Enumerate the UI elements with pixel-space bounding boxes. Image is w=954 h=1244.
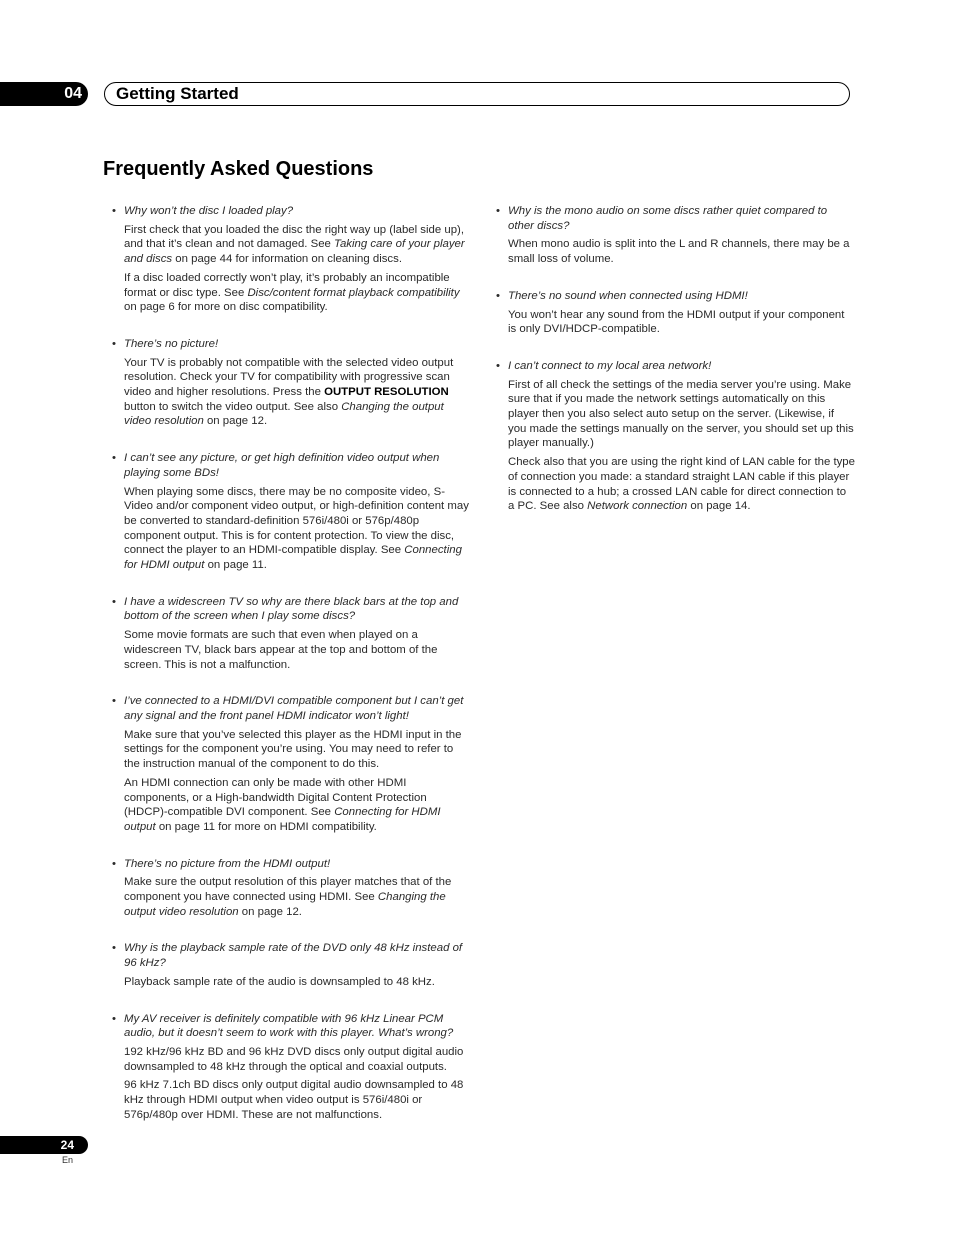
answer-text: Your TV is probably not compatible with the selected video output resolution. Check your TV for compatibility with progressive scan video and higher resolutions. Press the <box>124 356 454 399</box>
faq-question <box>111 694 471 723</box>
chapter-title: Getting Started <box>104 82 850 106</box>
answer-text: on page 11. <box>204 559 267 572</box>
answer-text: Make sure that you’ve selected this player as the HDMI input in the settings for the component you’re using. You may need to refer to the instruction manual of the component to do this. <box>124 728 462 771</box>
faq-answer <box>111 223 471 267</box>
cross-reference: Changing the output video resolution <box>124 400 444 428</box>
faq-item <box>111 451 471 573</box>
answer-text: Check also that you are using the right kind of LAN cable for the type of connection you made: a standard straight LAN cable if this player is connected to a hub; a crossed LAN cable for direct connection to a PC. See also <box>508 456 855 513</box>
faq-answer <box>495 455 855 514</box>
answer-text: button to switch the video output. See also <box>124 400 342 413</box>
faq-item <box>111 857 471 920</box>
faq-question <box>495 289 855 304</box>
faq-question <box>111 1012 471 1041</box>
faq-item <box>495 359 855 514</box>
answer-text: on page 11 for more on HDMI compatibility. <box>155 820 377 833</box>
faq-answer <box>111 975 471 990</box>
faq-answer <box>111 728 471 772</box>
bullet-icon: • <box>112 695 116 708</box>
cross-reference: Network connection <box>587 500 688 513</box>
faq-answer <box>111 485 471 573</box>
bullet-icon: • <box>112 205 116 217</box>
answer-text: on page 6 for more on disc compatibility. <box>124 301 328 314</box>
faq-question-text: There’s no picture! <box>124 337 219 350</box>
cross-reference: Disc/content format playback compatibility <box>247 286 460 299</box>
answer-text: on page 12. <box>203 415 268 428</box>
faq-question <box>111 451 471 480</box>
cross-reference: Taking care of your player and discs <box>124 238 465 266</box>
answer-text: When mono audio is split into the L and R channels, there may be a small loss of volume. <box>508 238 850 266</box>
bullet-icon: • <box>112 942 116 955</box>
faq-item <box>111 204 471 315</box>
cross-reference: Changing the output video resolution <box>124 891 446 918</box>
faq-column-right <box>495 204 855 536</box>
answer-text: Make sure the output resolution of this player matches that of the component you have connected using HDMI. See <box>124 876 452 904</box>
faq-question <box>495 359 855 374</box>
faq-question-text: I can’t connect to my local area network! <box>508 359 712 372</box>
faq-answer <box>111 356 471 430</box>
bullet-icon: • <box>496 205 500 217</box>
faq-question-text: Why is the mono audio on some discs rather quiet compared to other discs? <box>508 205 828 232</box>
faq-answer <box>111 776 471 835</box>
chapter-number-tab: 04 <box>0 82 88 106</box>
faq-question-text: I have a widescreen TV so why are there black bars at the top and bottom of the screen when I play some discs? <box>124 595 459 623</box>
faq-column-left <box>111 204 471 1144</box>
bullet-icon: • <box>112 452 116 465</box>
faq-question <box>111 204 471 219</box>
bullet-icon: • <box>496 359 500 372</box>
faq-question <box>495 204 855 233</box>
answer-text: 192 kHz/96 kHz BD and 96 kHz DVD discs only output digital audio downsampled to 48 kHz through the optical and coaxial outputs. <box>124 1045 464 1073</box>
faq-answer <box>495 237 855 266</box>
cross-reference: Connecting for HDMI output <box>124 806 441 833</box>
faq-question-text: My AV receiver is definitely compatible with 96 kHz Linear PCM audio, but it doesn’t seem to work with this player. What’s wrong? <box>124 1012 454 1040</box>
answer-text: First of all check the settings of the media server you’re using. Make sure that if you made the network settings automatically on this player then you also select auto setup on the server. (Likewise, if you made the settings manually on the server, you should set up this player manually.) <box>508 378 854 450</box>
answer-text: Playback sample rate of the audio is downsampled to 48 kHz. <box>124 975 435 988</box>
faq-question-text: There’s no sound when connected using HDMI! <box>508 289 748 302</box>
answer-text: You won’t hear any sound from the HDMI output if your component is only DVI/HDCP-compatible. <box>508 308 845 336</box>
faq-answer <box>111 628 471 672</box>
faq-item <box>495 204 855 267</box>
faq-question-text: I can’t see any picture, or get high definition video output when playing some BDs! <box>124 452 440 479</box>
faq-question-text: Why won’t the disc I loaded play? <box>124 205 294 217</box>
button-name: OUTPUT RESOLUTION <box>324 386 449 399</box>
bullet-icon: • <box>112 1012 116 1025</box>
answer-text: First check that you loaded the disc the right way up (label side up), and that it’s clean and not damaged. See <box>124 223 465 251</box>
faq-item <box>111 595 471 673</box>
faq-question <box>111 595 471 624</box>
faq-question-text: I’ve connected to a HDMI/DVI compatible component but I can’t get any signal and the front panel HDMI indicator won’t light! <box>124 695 464 722</box>
faq-item <box>111 941 471 989</box>
answer-text: on page 14. <box>687 500 751 513</box>
bullet-icon: • <box>112 337 116 350</box>
faq-question-text: There’s no picture from the HDMI output! <box>124 857 331 870</box>
page-title: Frequently Asked Questions <box>103 158 374 180</box>
faq-item <box>111 337 471 429</box>
faq-item <box>111 1012 471 1123</box>
bullet-icon: • <box>496 289 500 302</box>
page-number: 24 <box>0 1136 88 1154</box>
faq-question <box>111 857 471 872</box>
faq-answer <box>111 1045 471 1074</box>
faq-answer <box>495 378 855 452</box>
answer-text: When playing some discs, there may be no composite video, S-Video and/or component video output, or high-definition content may be converted to standard-definition 576i/480i or 576p/480p component output. This is for content protection. To view the disc, connect the player to an HDMI-compatible display. See <box>124 485 469 557</box>
cross-reference: Connecting for HDMI output <box>124 544 462 572</box>
bullet-icon: • <box>112 857 116 870</box>
answer-text: Some movie formats are such that even when played on a widescreen TV, black bars appear at the top and bottom of the screen. This is not a malfunction. <box>124 629 438 671</box>
faq-question <box>111 337 471 352</box>
answer-text: If a disc loaded correctly won’t play, it’s probably an incompatible format or disc type. See <box>124 271 450 299</box>
answer-text: 96 kHz 7.1ch BD discs only output digital audio downsampled to 48 kHz through HDMI output when video output is 576i/480i or 576p/480p over HDMI. These are not malfunctions. <box>124 1079 464 1121</box>
faq-question-text: Why is the playback sample rate of the DVD only 48 kHz instead of 96 kHz? <box>124 942 463 970</box>
answer-text: An HDMI connection can only be made with other HDMI components, or a High-bandwidth Digital Content Protection (HDCP)-compatible DVI component. See <box>124 776 427 819</box>
faq-item <box>495 289 855 337</box>
faq-answer <box>111 271 471 315</box>
faq-answer <box>495 308 855 337</box>
answer-text: on page 44 for information on cleaning discs. <box>172 253 402 266</box>
faq-answer <box>111 1078 471 1122</box>
answer-text: on page 12. <box>238 905 302 918</box>
language-code: En <box>62 1155 74 1165</box>
faq-question <box>111 941 471 970</box>
faq-answer <box>111 875 471 919</box>
bullet-icon: • <box>112 595 116 608</box>
faq-item <box>111 694 471 834</box>
